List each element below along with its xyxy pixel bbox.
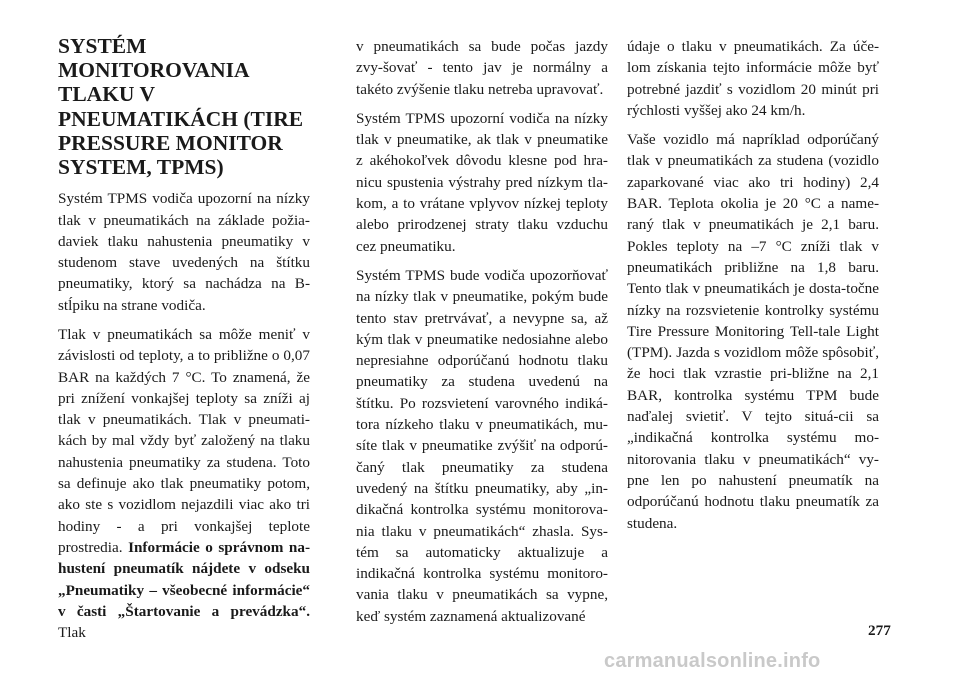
- paragraph-warning-persists: Systém TPMS bude vodiča upozorňovať na nízky tlak v pneumatike, pokým bude tento stav pretrvávať, a nevypne sa, až kým tlak v pneumatike nedosiahne alebo nepresiahne odporúčanú hodnotu tlaku pneumatiky za studena uvedenú na štítku. Po rozsvietení varovného indiká-tora nízkeho tlaku v pneumatikách, mu-síte tlak v pneumatike zvýšiť na odporú-čaný tlak pneumatiky za studena uvedený na štítku pneumatiky, aby „in-dikačná kontrolka systému monitorova-nia tlaku v pneumatikách“ zhasla. Sys-tém sa automaticky aktualizuje a indikačná kontrolka systému monitoro-vania tlaku v pneumatikách sa vypne, keď systém zaznamená aktualizované: [356, 266, 608, 625]
- paragraph-low-pressure-warning: Systém TPMS upozorní vodiča na nízky tlak v pneumatike, ak tlak v pneumatike z akéhokoľvek dôvodu klesne pod hra-nicu spustenia výstrahy pred nízkym tla-kom, a to vrátane vplyvov nízkej teploty alebo prirodzenej straty tlaku vzduchu cez pneumatiku.: [356, 109, 608, 255]
- heading-line-2: MONITOROVANIA: [58, 58, 250, 83]
- paragraph-example: Vaše vozidlo má napríklad odporúčaný tlak v pneumatikách za studena (vozidlo zaparkované viac ako tri hodiny) 2,4 BAR. Teplota okolia je 20 °C a name-raný tlak v pneumatikách je 2,1 baru. Pokles teploty na –7 °C zníži tlak v pneumatikách približne na 1,8 baru. Tento tlak v pneumatikách je dosta-točne nízky na rozsvietenie kontrolky systému Tire Pressure Monitoring Tell-tale Light (TPM). Jazda s vozidlom môže spôsobiť, že hoci tlak vzrastie pri-bližne na 2,1 BAR, kontrolka systému TPM bude naďalej svietiť. V tejto situá-cii sa „indikačná kontrolka systému mo-nitorovania tlaku v pneumatikách“ vy-pne len po nahustení pneumatík na odporúčanú hodnotu tlaku pneumatík za studena.: [627, 131, 879, 532]
- paragraph-temperature-tail: Tlak: [58, 624, 86, 642]
- heading-line-1: SYSTÉM: [58, 34, 147, 58]
- heading-line-4: PNEUMATIKÁCH (TIRE: [58, 106, 304, 131]
- paragraph-temperature-reference: Informácie o správnom na-hustení pneumatík nájdete v odseku „Pneumatiky – všeobecné informácie“ v časti „Štartovanie a prevádzka“.: [58, 538, 310, 620]
- paragraph-pressure-increase: v pneumatikách sa bude počas jazdy zvy-šovať - tento jav je normálny a takéto zvýšenie tlaku netreba upravovať.: [356, 38, 608, 98]
- column-middle: [356, 36, 608, 635]
- paragraph-update-data: údaje o tlaku v pneumatikách. Za úče-lom získania tejto informácie môže byť potrebné jazdiť s vozidlom 20 minút pri rýchlosti vyššej ako 24 km/h.: [627, 38, 879, 119]
- column-right: [627, 36, 879, 542]
- heading-line-3: TLAKU V: [58, 82, 155, 107]
- watermark: carmanualsonline.info: [604, 650, 821, 672]
- heading-line-6: SYSTEM, TPMS): [58, 155, 224, 180]
- paragraph-temperature: [58, 324, 310, 643]
- section-heading: [58, 34, 310, 179]
- heading-line-5: PRESSURE MONITOR: [58, 130, 283, 155]
- page-number: 277: [868, 622, 891, 639]
- paragraph-tpms-intro: Systém TPMS vodiča upozorní na nízky tlak v pneumatikách na základe požia-daviek tlaku nahustenia pneumatiky v studenom stave uvedených na štítku pneumatiky, ktorý sa nachádza na B-stĺpiku na strane vodiča.: [58, 190, 310, 314]
- column-left: [58, 34, 310, 651]
- paragraph-temperature-text: Tlak v pneumatikách sa môže meniť v závislosti od teploty, a to približne o 0,07 BAR na každých 7 °C. To znamená, že pri znížení vonkajšej teploty sa zníži aj tlak v pneumatikách. Tlak v pneumati-kách by mal vždy byť založený na tlaku nahustenia pneumatiky za studena. Toto sa definuje ako tlak pneumatiky potom, ako ste s vozidlom nejazdili viac ako tri hodiny - a pri vonkajšej teplote prostredia.: [58, 326, 310, 556]
